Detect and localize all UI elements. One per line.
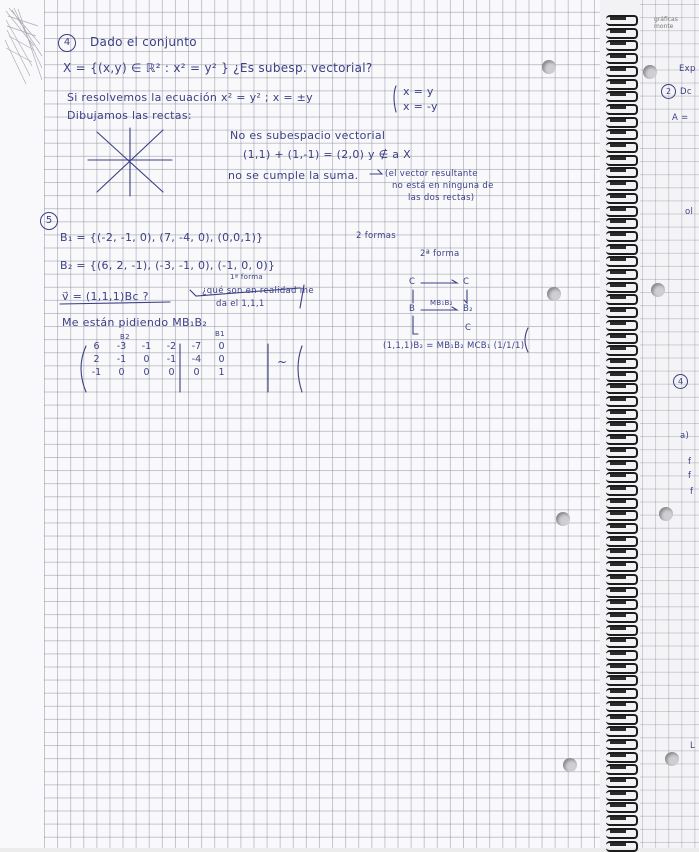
spiral-coil [606, 78, 640, 87]
ex4-system-line1: x = y [403, 85, 434, 98]
matrix-cell: -1 [166, 354, 177, 365]
spiral-coil [606, 522, 640, 531]
spiral-coil [606, 446, 640, 455]
spiral-coil [606, 217, 640, 226]
right-page-fragment: f [688, 471, 692, 481]
ex5-question-line1: ¿qué son en realidad me [202, 286, 314, 296]
ex4-counter-example: (1,1) + (1,-1) = (2,0) y ∉ a X [243, 148, 411, 161]
exercise-number-4: 4 [58, 34, 76, 52]
binder-hole [542, 60, 556, 74]
spiral-coil [606, 598, 640, 607]
binder-hole [665, 752, 679, 766]
spiral-coil [606, 801, 640, 810]
matrix-cell: -4 [191, 354, 202, 365]
spiral-coil [606, 293, 640, 302]
diagram-c-right: C [463, 277, 470, 287]
exercise-number-5: 5 [40, 212, 58, 230]
matrix-cell: -1 [141, 341, 152, 352]
spiral-coil [606, 433, 640, 442]
spiral-coil [606, 192, 640, 201]
spiral-coil [606, 789, 640, 798]
spiral-coil [606, 52, 640, 61]
spiral-coil [606, 611, 640, 620]
ex5-formula: (1,1,1)B₂ = MB₁B₂ MCB₁ (1/1/1) [383, 341, 525, 351]
spiral-coil [606, 116, 640, 125]
spiral-coil [606, 624, 640, 633]
spiral-coil [606, 370, 640, 379]
matrix-cell: 1 [218, 367, 225, 378]
spiral-coil [606, 776, 640, 785]
right-page-fragment: Exp [679, 64, 696, 74]
right-page-number: 4 [673, 374, 688, 389]
binder-hole [556, 512, 570, 526]
matrix-cell: 0 [118, 367, 125, 378]
ex4-set-definition: X = {(x,y) ∈ ℝ² : x² = y² } ¿Es subesp. vectorial? [63, 61, 373, 75]
ex4-note-line2: no está en ninguna de [392, 181, 494, 191]
spiral-coil [606, 27, 640, 36]
facing-notebook-page [640, 0, 699, 848]
spiral-coil [606, 763, 640, 772]
matrix-cell: 0 [143, 367, 150, 378]
ex4-note-line1: (el vector resultante [385, 169, 478, 179]
matrix-cell: 0 [168, 367, 175, 378]
ex5-asking: Me están pidiendo MB₁B₂ [62, 316, 208, 329]
spiral-coil [606, 535, 640, 544]
matrix-cell: 6 [93, 341, 100, 352]
spiral-coil [606, 840, 640, 849]
right-page-number: 2 [661, 84, 676, 99]
spiral-coil [606, 560, 640, 569]
spiral-coil [606, 725, 640, 734]
spiral-coil [606, 751, 640, 760]
binder-hole [659, 507, 673, 521]
ex4-claim: No es subespacio vectorial [230, 129, 386, 142]
spiral-coil [606, 230, 640, 239]
spiral-coil [606, 128, 640, 137]
diagram-arrow-label: MB₁B₂ [430, 299, 453, 307]
ex5-first-way: 1ª forma [230, 273, 263, 281]
binder-hole [651, 283, 665, 297]
ex5-two-ways: 2 formas [356, 231, 396, 241]
spiral-coil [606, 814, 640, 823]
spiral-coil [606, 319, 640, 328]
ex4-reason: no se cumple la suma. [228, 169, 359, 182]
right-page-fragment: ol [685, 207, 694, 217]
spiral-coil [606, 395, 640, 404]
spiral-coil [606, 420, 640, 429]
ex5-basis-b1: B₁ = {(-2, -1, 0), (7, -4, 0), (0,0,1)} [60, 231, 264, 244]
spiral-coil [606, 459, 640, 468]
matrix-cell: -2 [166, 341, 177, 352]
ex4-draw-lines: Dibujamos las rectas: [67, 109, 192, 122]
matrix-cell: 0 [143, 354, 150, 365]
spiral-coil [606, 674, 640, 683]
matrix-tilde: ~ [277, 355, 288, 369]
spiral-coil [606, 509, 640, 518]
matrix-cell: -7 [191, 341, 202, 352]
matrix-cell: -1 [91, 367, 102, 378]
spiral-coil [606, 827, 640, 836]
diagram-b: B [409, 304, 416, 314]
diagram-c-left: C [409, 277, 416, 287]
right-page-fragment: a) [680, 431, 690, 441]
binder-hole [563, 758, 577, 772]
matrix-row [84, 353, 234, 366]
spiral-coil [606, 166, 640, 175]
ex5-basis-b2: B₂ = {(6, 2, -1), (-3, -1, 0), (-1, 0, 0)} [60, 259, 276, 272]
spiral-coil [606, 90, 640, 99]
matrix-cell: -1 [116, 354, 127, 365]
right-page-fragment: L [690, 741, 696, 751]
spiral-coil [606, 268, 640, 277]
ex4-note-line3: las dos rectas) [408, 193, 475, 203]
ex4-statement: Dado el conjunto [90, 35, 197, 49]
spiral-coil [606, 306, 640, 315]
spiral-coil [606, 687, 640, 696]
spiral-coil [606, 65, 640, 74]
ex4-system-line2: x = -y [403, 100, 438, 113]
spiral-coil [606, 738, 640, 747]
spiral-coil [606, 141, 640, 150]
spiral-coil [606, 497, 640, 506]
ex5-question-line2: da el 1,1,1 [216, 299, 265, 309]
ex5-second-way: 2ª forma [420, 249, 460, 259]
diagram-b2: B₂ [463, 304, 473, 314]
pencil-scribble [4, 6, 44, 86]
matrix-cell: 0 [218, 341, 225, 352]
spiral-coil [606, 547, 640, 556]
augmented-matrix [84, 340, 234, 379]
right-page-fragment: Dc [680, 87, 692, 97]
spiral-coil [606, 408, 640, 417]
spiral-coil [606, 649, 640, 658]
binder-hole [643, 65, 657, 79]
right-page-fragment: f [688, 457, 692, 467]
spiral-coil [606, 586, 640, 595]
diagram-c-bottom: C [465, 323, 472, 333]
spiral-coil [606, 471, 640, 480]
matrix-cell: 0 [218, 354, 225, 365]
right-page-fragment: A = [672, 113, 689, 123]
spiral-coil [606, 205, 640, 214]
spiral-coil [606, 662, 640, 671]
spiral-coil [606, 357, 640, 366]
right-page-corner-text: gráficas monte [654, 16, 678, 30]
spiral-coil [606, 382, 640, 391]
ex4-equation-line: Si resolvemos la ecuación x² = y² ; x = ±y [67, 91, 313, 104]
spiral-coil [606, 344, 640, 353]
matrix-cell: 2 [93, 354, 100, 365]
matrix-cell: 0 [193, 367, 200, 378]
spiral-coil [606, 281, 640, 290]
spiral-coil [606, 103, 640, 112]
spiral-coil [606, 713, 640, 722]
spiral-coil [606, 255, 640, 264]
spiral-coil [606, 332, 640, 341]
spiral-coil [606, 636, 640, 645]
ex5-vector-v: v⃗ = (1,1,1)Bc ? [62, 290, 149, 303]
spiral-coil [606, 700, 640, 709]
matrix-row [84, 340, 234, 353]
spiral-coil [606, 179, 640, 188]
spiral-coil [606, 573, 640, 582]
matrix-header-b2: B2 [120, 333, 130, 341]
matrix-cell: -3 [116, 341, 127, 352]
spiral-coil [606, 154, 640, 163]
binder-hole [547, 287, 561, 301]
matrix-row [84, 366, 234, 379]
spiral-coil [606, 39, 640, 48]
spiral-coil [606, 243, 640, 252]
matrix-header-b1: B1 [215, 330, 225, 338]
right-page-fragment: f [690, 487, 694, 497]
spiral-coil [606, 14, 640, 23]
spiral-coil [606, 484, 640, 493]
